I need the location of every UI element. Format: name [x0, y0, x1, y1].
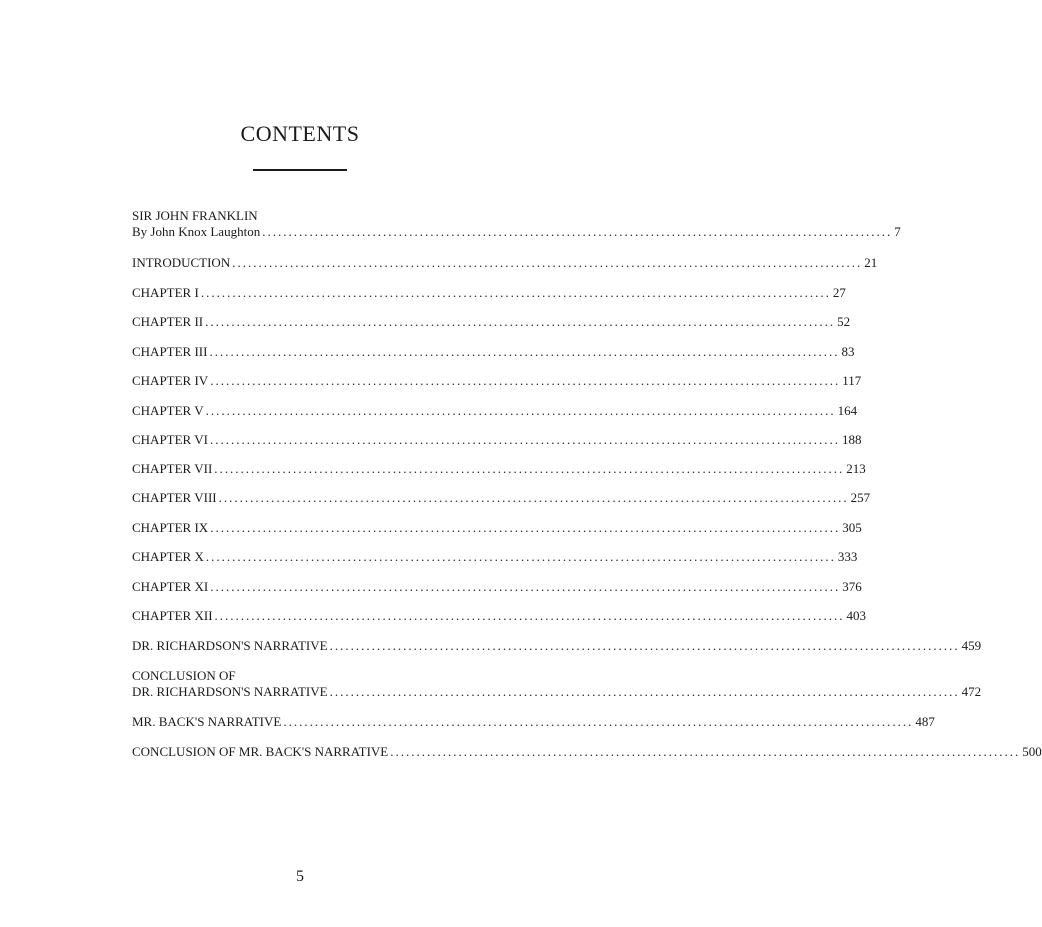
- toc-page-number: 52: [837, 314, 851, 329]
- dot-leader: ........................................................................................................................: [390, 744, 1021, 759]
- toc-entry-label: CHAPTER V: [132, 403, 204, 418]
- dot-leader: ........................................................................................................................: [214, 461, 845, 476]
- toc-entry-label: DR. RICHARDSON'S NARRATIVE: [132, 638, 328, 653]
- toc-line: [132, 403, 858, 419]
- toc-entry[interactable]: [132, 461, 866, 477]
- toc-entry-label: CHAPTER XII: [132, 608, 213, 623]
- toc-page-number: 403: [846, 608, 867, 623]
- toc-page-number: 7: [894, 224, 901, 239]
- toc-entry-label: INTRODUCTION: [132, 255, 231, 270]
- toc-entry-heading: CONCLUSION OF: [132, 668, 236, 683]
- toc-page-number: 487: [915, 714, 935, 729]
- page-title: CONTENTS: [240, 121, 360, 146]
- toc-line: [132, 314, 851, 330]
- toc-page-number: 83: [841, 344, 855, 359]
- dot-leader: ........................................................................................................................: [200, 285, 831, 300]
- toc-entry-label: MR. BACK'S NARRATIVE: [132, 714, 282, 729]
- toc-page-number: 305: [842, 520, 862, 535]
- dot-leader: ........................................................................................................................: [214, 608, 845, 623]
- toc-line: [132, 684, 982, 700]
- toc-entry[interactable]: [132, 490, 871, 506]
- dot-leader: ........................................................................................................................: [232, 255, 863, 270]
- toc-line: [132, 490, 871, 506]
- dot-leader: ........................................................................................................................: [210, 373, 841, 388]
- toc-line: [132, 432, 862, 448]
- toc-entry[interactable]: [132, 285, 846, 301]
- dot-leader: ........................................................................................................................: [205, 314, 836, 329]
- toc-page-number: 333: [837, 549, 858, 564]
- toc-entry-label: CONCLUSION OF MR. BACK'S NARRATIVE: [132, 744, 389, 759]
- toc-entry[interactable]: [132, 344, 855, 360]
- toc-entry[interactable]: [132, 520, 862, 536]
- toc-entry[interactable]: [132, 638, 982, 654]
- toc-entry[interactable]: [132, 208, 901, 240]
- toc-line: [132, 461, 866, 477]
- page-number: 5: [296, 868, 304, 885]
- toc-line: [132, 608, 867, 624]
- toc-line: [132, 549, 858, 565]
- dot-leader: ........................................................................................................................: [210, 579, 841, 594]
- dot-leader: ........................................................................................................................: [262, 224, 893, 239]
- toc-page-number: 472: [961, 684, 982, 699]
- toc-page-number: 188: [841, 432, 862, 447]
- title-rule: [253, 169, 347, 171]
- toc-entry-label: CHAPTER IX: [132, 520, 209, 535]
- dot-leader: ........................................................................................................................: [218, 490, 849, 505]
- toc-line: [132, 285, 846, 301]
- toc-entry-label: DR. RICHARDSON'S NARRATIVE: [132, 684, 328, 699]
- toc-entry-label: CHAPTER I: [132, 285, 199, 300]
- toc-line: [132, 579, 862, 595]
- dot-leader: ........................................................................................................................: [205, 549, 836, 564]
- dot-leader: ........................................................................................................................: [329, 684, 960, 699]
- toc-entry-label: CHAPTER VIII: [132, 490, 217, 505]
- toc-line: [132, 638, 982, 654]
- toc-page-number: 164: [837, 403, 858, 418]
- toc-entry-label: By John Knox Laughton: [132, 224, 261, 239]
- toc-line: [132, 224, 901, 240]
- toc-page-number: 257: [850, 490, 871, 505]
- dot-leader: ........................................................................................................................: [210, 520, 841, 535]
- toc-entry-label: CHAPTER II: [132, 314, 204, 329]
- dot-leader: ........................................................................................................................: [329, 638, 960, 653]
- toc-page-number: 27: [832, 285, 846, 300]
- dot-leader: ........................................................................................................................: [209, 432, 840, 447]
- toc-page-number: 213: [846, 461, 866, 476]
- toc-entry-label: CHAPTER XI: [132, 579, 209, 594]
- toc-page-number: 500: [1022, 744, 1042, 759]
- toc-entry-heading: SIR JOHN FRANKLIN: [132, 208, 258, 223]
- toc-entry[interactable]: [132, 668, 982, 700]
- toc-entry[interactable]: [132, 608, 867, 624]
- toc-entry[interactable]: [132, 314, 851, 330]
- toc-page-number: 376: [842, 579, 862, 594]
- toc-entry[interactable]: [132, 432, 862, 448]
- toc-entry[interactable]: [132, 373, 862, 389]
- dot-leader: ........................................................................................................................: [283, 714, 914, 729]
- toc-line: [132, 255, 878, 271]
- toc-page-number: 117: [842, 373, 862, 388]
- toc-entry-label: CHAPTER IV: [132, 373, 209, 388]
- toc-entry-label: CHAPTER VII: [132, 461, 213, 476]
- toc-entry[interactable]: [132, 255, 878, 271]
- toc-entry[interactable]: [132, 403, 858, 419]
- toc-line: [132, 744, 1042, 760]
- toc-entry[interactable]: [132, 549, 858, 565]
- toc-entry-label: CHAPTER III: [132, 344, 208, 359]
- toc-line: [132, 344, 855, 360]
- dot-leader: ........................................................................................................................: [209, 344, 840, 359]
- toc-entry-label: CHAPTER VI: [132, 432, 208, 447]
- toc-line: [132, 520, 862, 536]
- toc-line: [132, 714, 935, 730]
- toc-entry[interactable]: [132, 744, 1042, 760]
- toc-entry[interactable]: [132, 579, 862, 595]
- toc-page-number: 21: [864, 255, 878, 270]
- dot-leader: ........................................................................................................................: [205, 403, 836, 418]
- toc-page-number: 459: [961, 638, 982, 653]
- toc-line: [132, 373, 862, 389]
- toc-entry-label: CHAPTER X: [132, 549, 204, 564]
- toc-entry[interactable]: [132, 714, 935, 730]
